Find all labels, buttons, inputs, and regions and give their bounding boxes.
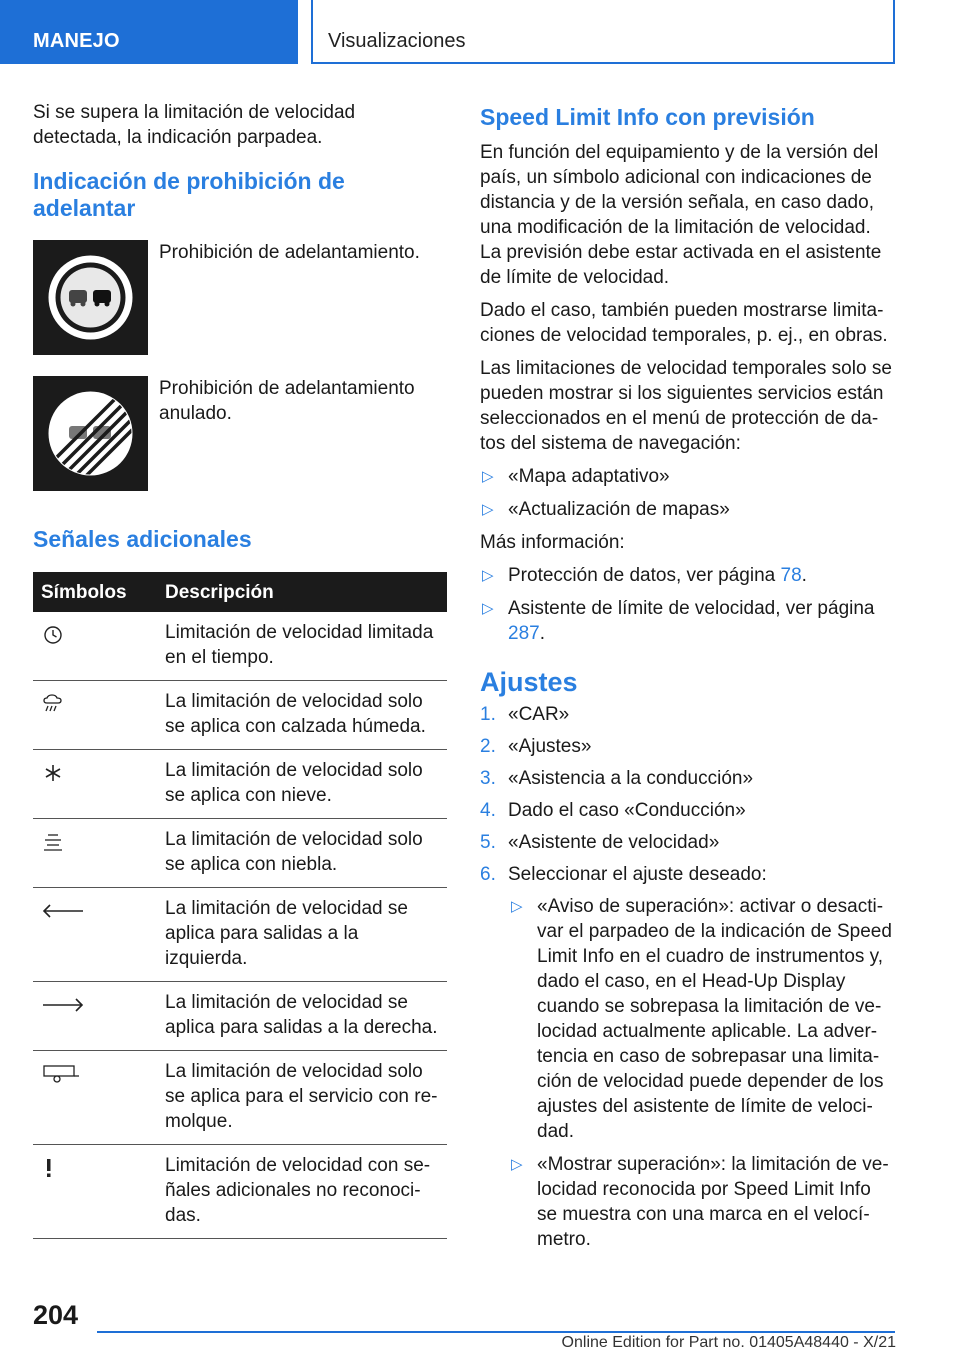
paragraph: En función del equipamiento y de la versión del país, un símbolo adicional con indicaciones de distancia y de la versión señala, en caso dado, una modificación de la limitación de velocidad. La previsión debe estar activada en el asistente de límite de velocidad. <box>480 142 882 288</box>
additional-signs-table <box>33 572 447 1239</box>
step-item: 5. «Asistente de velocidad» <box>480 832 720 853</box>
sign-description: Prohibición de adelantamiento. <box>159 242 420 263</box>
sign-description: Prohibición de adelantamiento anulado. <box>159 378 415 424</box>
table-cell-description: La limitación de velocidad solo se aplica para el servicio con remolque. <box>155 1051 447 1145</box>
right-column <box>480 104 896 1260</box>
sub-step-item: ▷ «Aviso de superación»: activar o desactivar el parpadeo de la indicación de Speed Limit Info en el cuadro de instrumentos y, dado el caso, en el Head-Up Display cuando se sobrepasa la limitación de velocidad actualmente aplicable. La advertencia en caso de sobrepasar una limitación de velocidad puede depender de los ajustes del asistente de límite de velocidad. <box>511 896 892 1142</box>
trailer-icon <box>41 1064 155 1084</box>
table-row <box>33 1051 447 1145</box>
heading-settings: Ajustes <box>480 667 578 697</box>
clock-icon <box>41 625 155 645</box>
sign-row <box>33 240 447 376</box>
step-item: 2. «Ajustes» <box>480 736 592 757</box>
sub-step-item: ▷ «Mostrar superación»: la limitación de velocidad reconocida por Speed Limit Info se muestra con una marca en el velocímetro. <box>511 1154 889 1250</box>
heading-speed-limit-preview: Speed Limit Info con previsión <box>480 104 815 130</box>
table-row <box>33 819 447 888</box>
more-info-label: Más información: <box>480 532 625 553</box>
chapter-title: Visualizaciones <box>328 30 466 52</box>
table-row <box>33 750 447 819</box>
bullet-triangle-icon: ▷ <box>482 567 494 584</box>
bullet-triangle-icon: ▷ <box>511 898 523 915</box>
rain-icon <box>41 694 155 714</box>
table-cell-description: Limitación de velocidad limitada en el tiempo. <box>155 612 447 681</box>
table-row <box>33 982 447 1051</box>
list-item: ▷ «Actualización de mapas» <box>482 499 730 520</box>
bullet-triangle-icon: ▷ <box>482 468 494 485</box>
step-item: 6. Seleccionar el ajuste deseado: <box>480 864 767 885</box>
end-no-overtaking-sign-icon <box>33 376 148 491</box>
footer-divider <box>97 1331 895 1333</box>
step-item: 1. «CAR» <box>480 704 570 725</box>
table-row <box>33 888 447 982</box>
page-link[interactable]: 78 <box>780 565 802 586</box>
footer-edition: Online Edition for Part no. 01405A48440 - X/21 <box>561 1334 896 1351</box>
column-header-symbols: Símbolos <box>33 572 155 612</box>
step-item: 4. Dado el caso «Conducción» <box>480 800 746 821</box>
section-title: MANEJO <box>33 30 120 52</box>
table-cell-description: La limitación de velocidad se aplica para salidas a la derecha. <box>155 982 447 1051</box>
paragraph: Dado el caso, también pueden mostrarse limitaciones de velocidad temporales, p. ej., en obras. <box>480 300 888 346</box>
left-column <box>33 100 447 1239</box>
arrow-right-icon <box>41 995 155 1015</box>
table-row <box>33 612 447 681</box>
step-item: 3. «Asistencia a la conducción» <box>480 768 754 789</box>
column-header-description: Descripción <box>155 572 447 612</box>
heading-no-overtaking: Indicación de prohibición de adelantar <box>33 168 345 221</box>
table-cell-description: La limitación de velocidad solo se aplica con calzada húmeda. <box>155 681 447 750</box>
list-item: ▷ Protección de datos, ver página 78. <box>482 565 807 586</box>
table-cell-description: La limitación de velocidad solo se aplica con nieve. <box>155 750 447 819</box>
bullet-triangle-icon: ▷ <box>511 1156 523 1173</box>
page-link[interactable]: 287 <box>508 623 540 644</box>
snowflake-icon <box>41 763 155 783</box>
list-item: ▷ «Mapa adaptativo» <box>482 466 670 487</box>
bullet-triangle-icon: ▷ <box>482 501 494 518</box>
table-header-row <box>33 572 447 612</box>
arrow-left-icon <box>41 901 155 921</box>
no-overtaking-sign-icon <box>33 240 148 355</box>
table-cell-description: La limitación de velocidad se aplica para salidas a la izquierda. <box>155 888 447 982</box>
table-row <box>33 681 447 750</box>
section-tab <box>0 0 298 64</box>
bullet-triangle-icon: ▷ <box>482 600 494 617</box>
exclamation-icon <box>41 1158 155 1178</box>
sign-row <box>33 376 447 526</box>
intro-paragraph: Si se supera la limitación de velocidad detectada, la indicación parpadea. <box>33 102 356 148</box>
table-cell-description: La limitación de velocidad solo se aplica con niebla. <box>155 819 447 888</box>
paragraph: Las limitaciones de velocidad temporales solo se pueden mostrar si los siguientes servicios están seleccionados en el menú de protección de datos del sistema de navegación: <box>480 358 892 454</box>
list-item: ▷ Asistente de límite de velocidad, ver página 287. <box>482 598 875 644</box>
table-row <box>33 1145 447 1239</box>
page-number: 204 <box>33 1300 79 1330</box>
chapter-tab <box>311 0 895 64</box>
fog-icon <box>41 832 155 852</box>
table-cell-description: Limitación de velocidad con señales adicionales no reconocidas. <box>155 1145 447 1239</box>
heading-additional-signs: Señales adicionales <box>33 526 252 552</box>
